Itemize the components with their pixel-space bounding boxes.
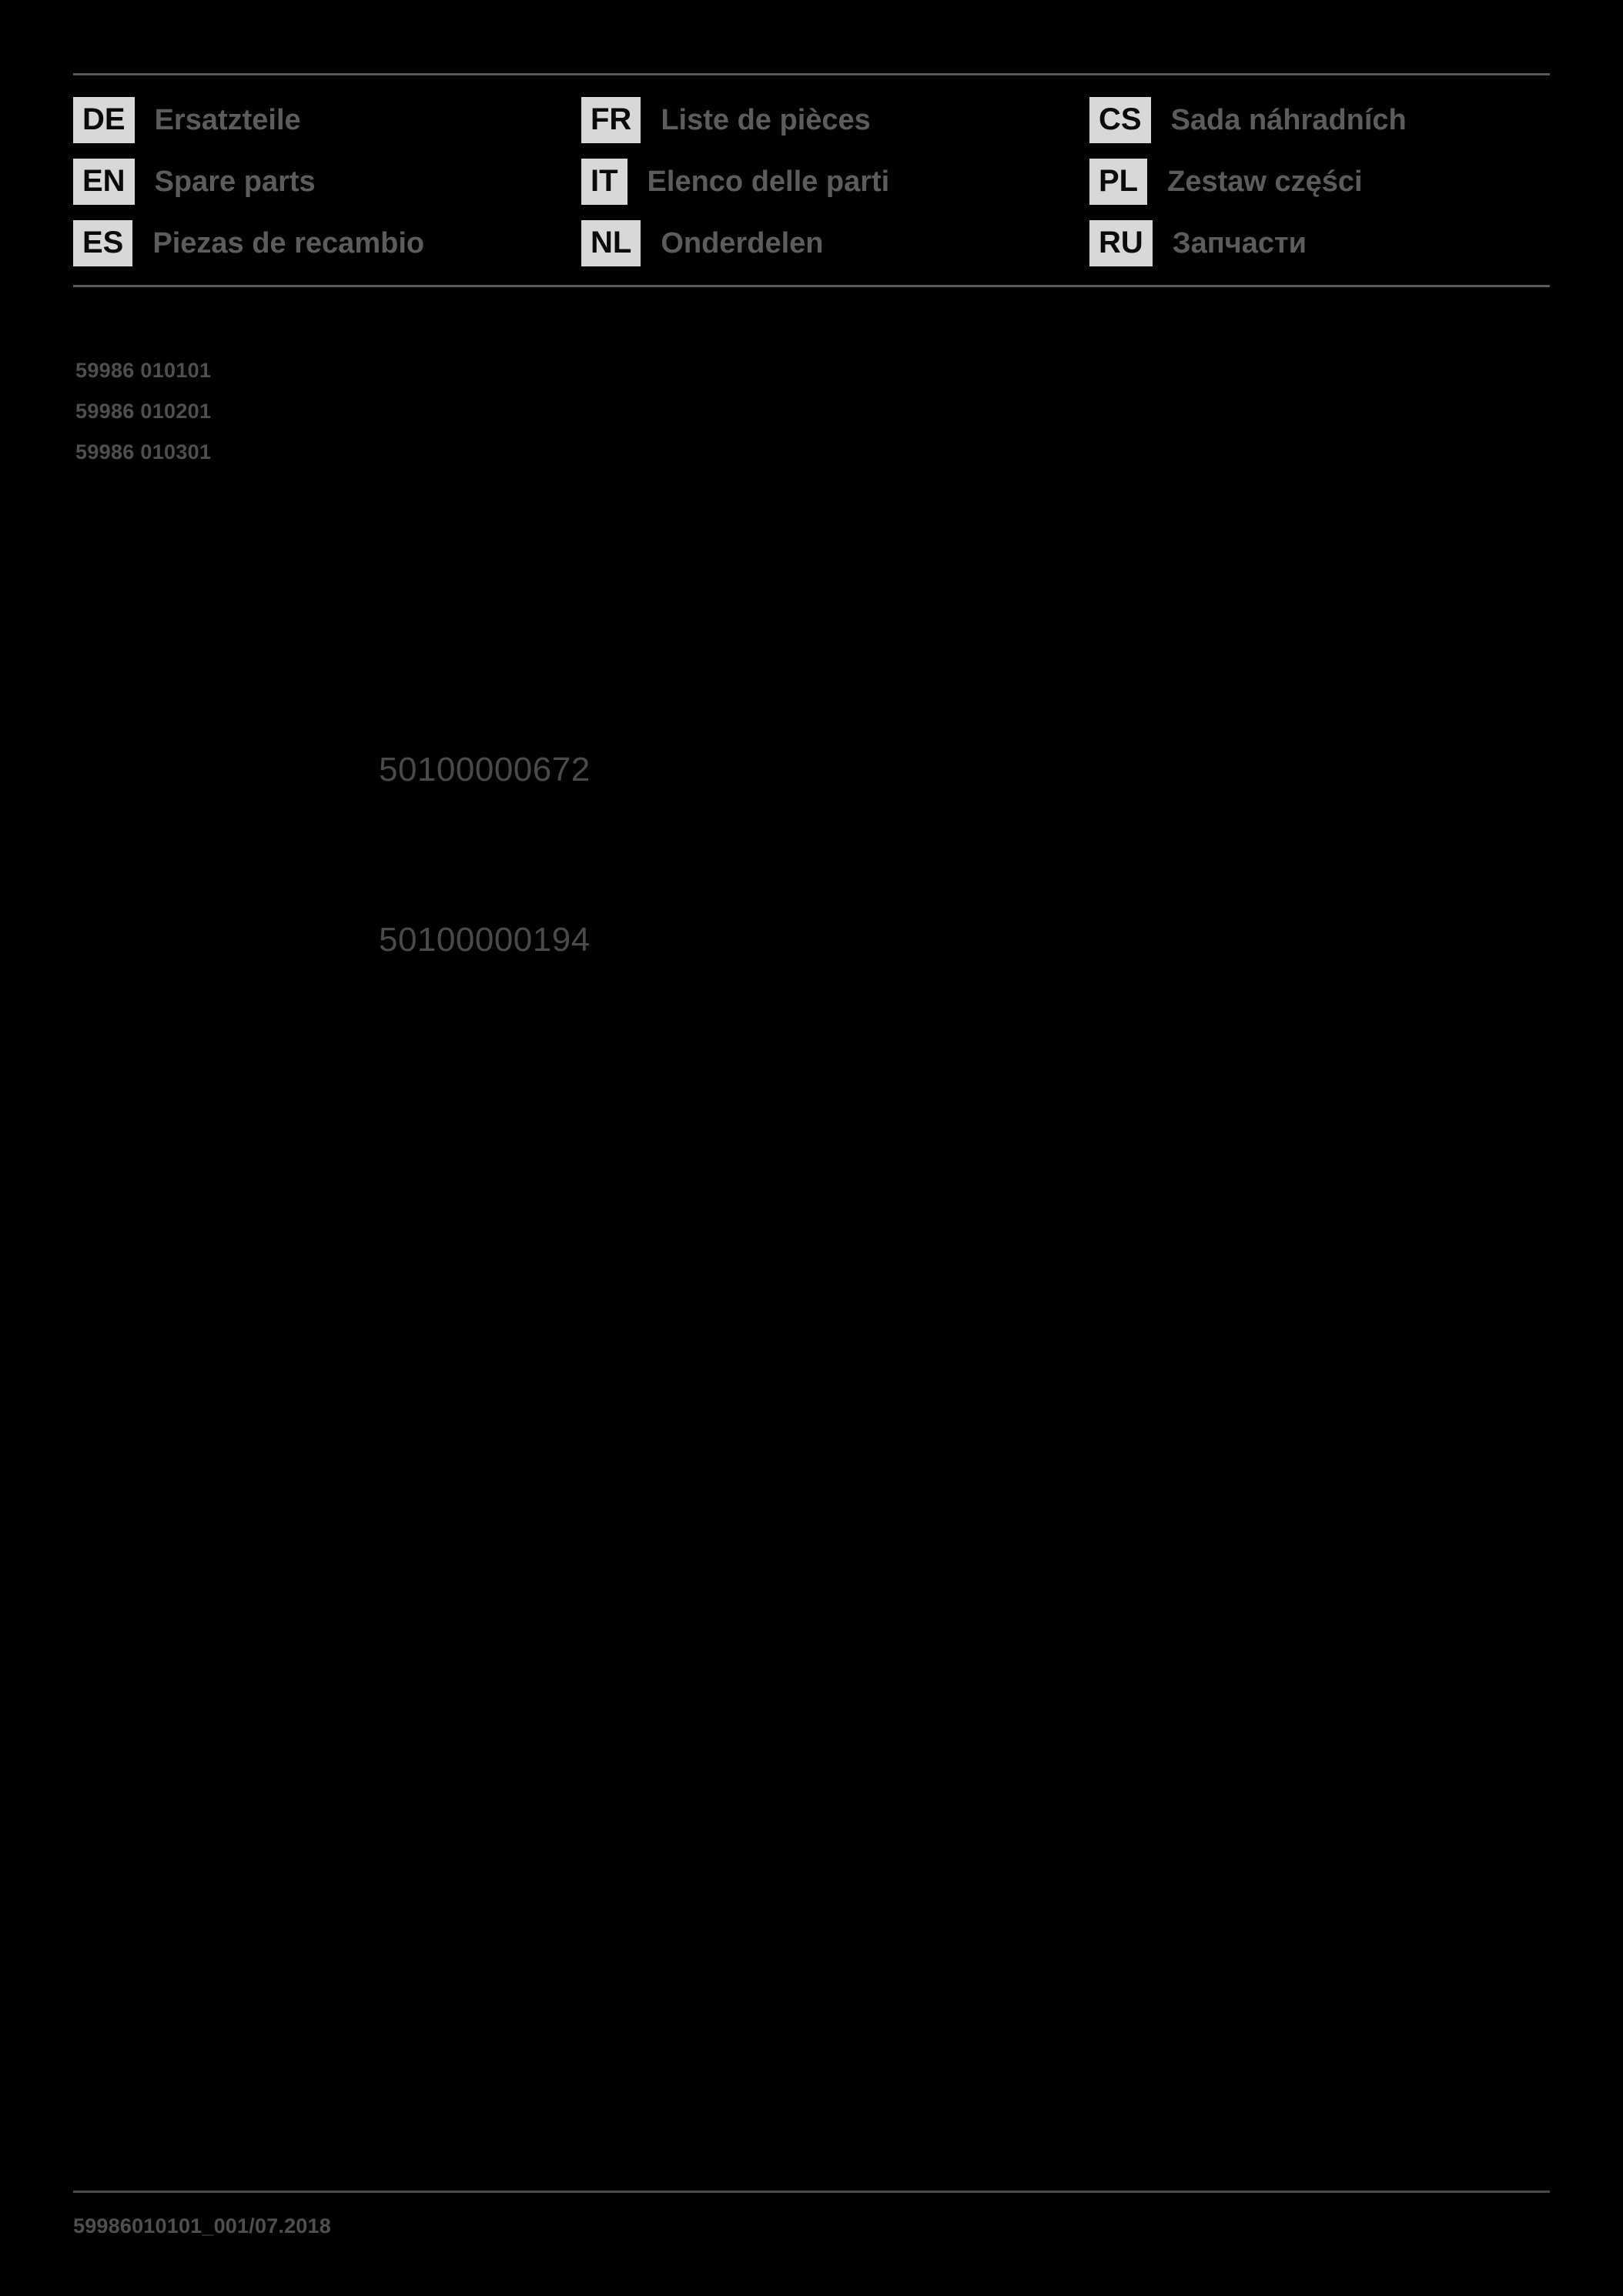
language-code-nl: NL <box>581 220 641 266</box>
language-code-en: EN <box>73 159 135 205</box>
language-entry-pl <box>1089 151 1550 213</box>
language-entry-fr <box>581 89 1089 151</box>
header-bottom-rule <box>73 285 1550 287</box>
language-entry-es <box>73 213 581 274</box>
language-entry-it <box>581 151 1089 213</box>
language-label-cs: Sada náhradních <box>1170 103 1407 136</box>
language-header <box>73 73 1550 287</box>
language-code-cs: CS <box>1089 97 1151 143</box>
footer-reference: 59986010101_001/07.2018 <box>73 2214 331 2237</box>
language-entry-en <box>73 151 581 213</box>
language-code-pl: PL <box>1089 159 1147 205</box>
language-code-de: DE <box>73 97 135 143</box>
footer-rule <box>73 2191 1550 2193</box>
language-label-ru: Запчасти <box>1172 226 1307 259</box>
language-grid <box>73 75 1550 285</box>
language-label-nl: Onderdelen <box>661 226 824 259</box>
page-footer <box>73 2191 1550 2238</box>
language-code-es: ES <box>73 220 132 266</box>
article-number: 59986 010301 <box>75 440 212 464</box>
language-code-ru: RU <box>1089 220 1153 266</box>
language-label-it: Elenco delle parti <box>647 165 890 198</box>
language-entry-cs <box>1089 89 1550 151</box>
language-entry-ru <box>1089 213 1550 274</box>
language-label-es: Piezas de recambio <box>152 226 425 259</box>
article-number: 59986 010201 <box>75 400 212 423</box>
language-code-fr: FR <box>581 97 641 143</box>
language-entry-nl <box>581 213 1089 274</box>
language-code-it: IT <box>581 159 627 205</box>
language-label-fr: Liste de pièces <box>661 103 871 136</box>
language-label-de: Ersatzteile <box>154 103 301 136</box>
article-number: 59986 010101 <box>75 359 212 382</box>
part-number-callout: 50100000672 <box>379 751 591 788</box>
language-entry-de <box>73 89 581 151</box>
part-number-callout: 50100000194 <box>379 921 591 959</box>
language-label-pl: Zestaw części <box>1167 165 1363 198</box>
language-label-en: Spare parts <box>154 165 316 198</box>
article-number-list <box>75 350 211 473</box>
